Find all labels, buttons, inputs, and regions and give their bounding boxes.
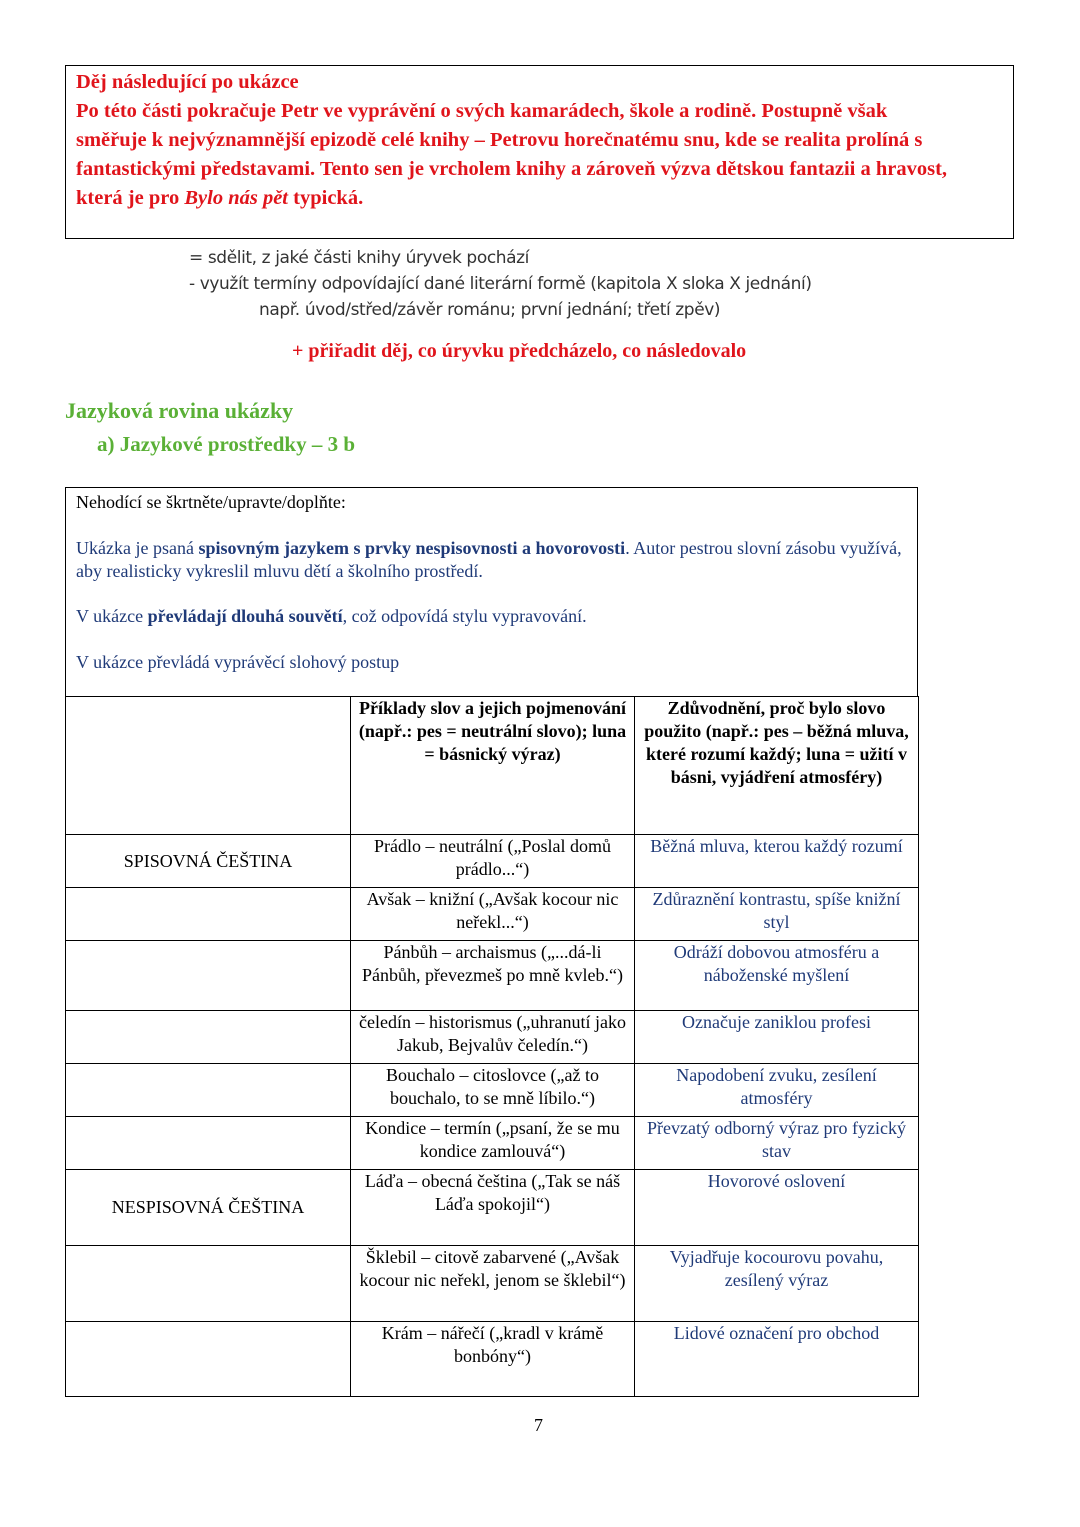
following-plot-line: směřuje k nejvýznamnější epizodě celé knihy – Petrovu horečnatému snu, kde se realita prolíná s (76, 129, 923, 151)
following-plot-heading: Děj následující po ukázce (76, 71, 299, 93)
instruction-notes (189, 245, 812, 323)
table-cell: Zdůraznění kontrastu, spíše knižní styl (635, 888, 919, 941)
highlight-text: spisovným jazykem s prvky nespisovnosti a hovorovosti (198, 538, 626, 558)
table-cell: Láďa – obecná čeština („Tak se náš Láďa spokojil“) (351, 1170, 635, 1246)
table-row (66, 1011, 919, 1064)
note-line: např. úvod/střed/závěr románu; první jednání; třetí zpěv) (259, 300, 721, 320)
following-plot-box (65, 65, 1014, 239)
table-row (66, 941, 919, 1011)
book-title: Bylo nás pět (184, 187, 289, 209)
table-row (66, 1322, 919, 1397)
table-cell (66, 1246, 351, 1322)
table-row (66, 1246, 919, 1322)
language-summary-box (65, 487, 918, 696)
table-cell (66, 1064, 351, 1117)
table-row (66, 1117, 919, 1170)
following-plot-line: Po této části pokračuje Petr ve vyprávění o svých kamarádech, škole a rodině. Postupně však (76, 100, 888, 122)
table-cell: Označuje zaniklou profesi (635, 1011, 919, 1064)
text-span: typická. (288, 187, 364, 209)
note-line: - využít termíny odpovídající dané literární formě (kapitola X sloka X jednání) (189, 274, 812, 294)
text-span: . Autor pestrou slovní zásobu využívá, aby realisticky vykreslil mluvu dětí a školního prostředí. (76, 538, 902, 581)
table-cell: Hovorové oslovení (635, 1170, 919, 1246)
text-span: Ukázka je psaná (76, 538, 199, 558)
table-cell: Prádlo – neutrální („Poslal domů prádlo...“) (351, 835, 635, 888)
following-plot-line: fantastickými představami. Tento sen je vrcholem knihy a zároveň výzva dětskou fantazii a hravost, (76, 158, 948, 180)
language-table (65, 696, 919, 1397)
note-line: = sdělit, z jaké části knihy úryvek pochází (189, 248, 530, 268)
table-cell: Bouchalo – citoslovce („až to bouchalo, to se mně líbilo.“) (351, 1064, 635, 1117)
table-row (66, 888, 919, 941)
following-plot-line (76, 184, 1003, 213)
table-cell: Krám – nářečí („kradl v krámě bonbóny“) (351, 1322, 635, 1397)
highlight-text: převládají dlouhá souvětí (147, 606, 343, 626)
table-cell: NESPISOVNÁ ČEŠTINA (66, 1170, 351, 1246)
table-cell: Kondice – termín („psaní, že se mu kondice zamlouvá“) (351, 1117, 635, 1170)
table-cell: Lidové označení pro obchod (635, 1322, 919, 1397)
section-title: Jazyková rovina ukázky (65, 398, 294, 423)
table-cell: Odráží dobovou atmosféru a náboženské myšlení (635, 941, 919, 1011)
subsection-title: a) Jazykové prostředky – 3 b (97, 432, 356, 456)
table-cell (66, 941, 351, 1011)
red-instruction: + přiřadit děj, co úryvku předcházelo, co následovalo (292, 340, 747, 362)
text-span: která je pro (76, 187, 185, 209)
table-header-cell (66, 697, 351, 835)
table-header-cell: Zdůvodnění, proč bylo slovo použito (např.: pes – běžná mluva, které rozumí každý; luna = užití v básni, vyjádření atmosféry) (635, 697, 919, 835)
table-cell: Vyjadřuje kocourovu povahu, zesílený výraz (635, 1246, 919, 1322)
table-row (66, 1064, 919, 1117)
table-cell: Běžná mluva, kterou každý rozumí (635, 835, 919, 888)
summary-paragraph (76, 605, 907, 628)
table-cell: Pánbůh – archaismus („...dá-li Pánbůh, převezmeš po mně kvleb.“) (351, 941, 635, 1011)
table-cell: Převzatý odborný výraz pro fyzický stav (635, 1117, 919, 1170)
table-header-cell: Příklady slov a jejich pojmenování (např.: pes = neutrální slovo); luna = básnický výraz) (351, 697, 635, 835)
table-cell (66, 1011, 351, 1064)
text-span: V ukázce (76, 606, 148, 626)
summary-paragraph: V ukázce převládá vyprávěcí slohový postup (76, 652, 400, 672)
table-cell (66, 888, 351, 941)
table-cell: Napodobení zvuku, zesílení atmosféry (635, 1064, 919, 1117)
table-row (66, 1170, 919, 1246)
table-header-row (66, 697, 919, 835)
table-cell (66, 1117, 351, 1170)
table-cell: čeledín – historismus („uhranutí jako Jakub, Bejvalův čeledín.“) (351, 1011, 635, 1064)
table-cell: Šklebil – citově zabarvené („Avšak kocour nic neřekl, jenom se šklebil“) (351, 1246, 635, 1322)
summary-paragraph (76, 537, 907, 583)
table-row (66, 835, 919, 888)
table-cell: SPISOVNÁ ČEŠTINA (66, 835, 351, 888)
text-span: , což odpovídá stylu vypravování. (342, 606, 587, 626)
page-number: 7 (534, 1415, 543, 1435)
table-cell (66, 1322, 351, 1397)
instruction-text: Nehodící se škrtněte/upravte/doplňte: (76, 492, 346, 512)
table-cell: Avšak – knižní („Avšak kocour nic neřekl...“) (351, 888, 635, 941)
